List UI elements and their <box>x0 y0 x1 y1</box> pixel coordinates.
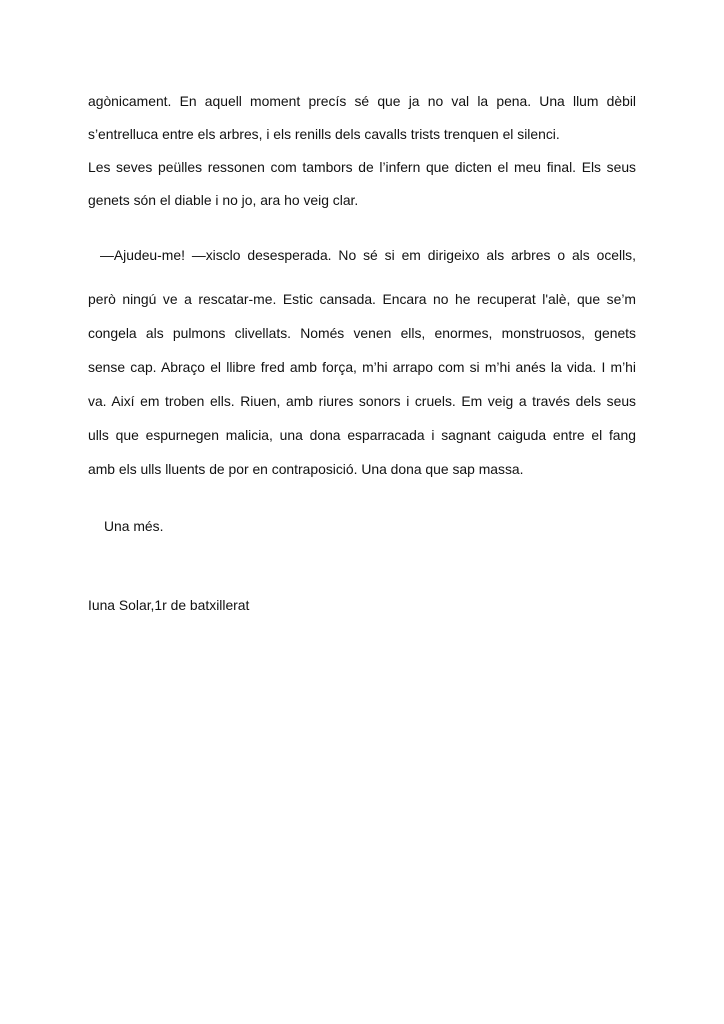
paragraph-1-line-1: agònicament. En aquell moment precís sé que ja no val la pena. Una llum dèbil <box>88 93 636 109</box>
paragraph-3-line-4: sense cap. Abraço el llibre fred amb força, m’hi arrapo com si m’hi anés la vida. I m’hi <box>88 359 636 375</box>
paragraph-3-line-7: amb els ulls lluents de por en contraposició. Una dona que sap massa. <box>88 461 524 477</box>
paragraph-2-line-2: genets són el diable i no jo, ara ho veig clar. <box>88 192 359 208</box>
author-signature: Iuna Solar,1r de batxillerat <box>88 597 250 613</box>
paragraph-2-line-1: Les seves peülles ressonen com tambors de l’infern que dicten el meu final. Els seus <box>88 159 636 175</box>
paragraph-4-line-1: Una més. <box>104 518 164 534</box>
paragraph-3-line-5: va. Així em troben ells. Riuen, amb riures sonors i cruels. Em veig a través dels seus <box>88 393 636 409</box>
paragraph-3-line-3: congela als pulmons clivellats. Només venen ells, enormes, monstruosos, genets <box>88 325 636 341</box>
paragraph-3-line-1: —Ajudeu-me! —xisclo desesperada. No sé si em dirigeixo als arbres o als ocells, <box>100 247 636 263</box>
paragraph-3-line-6: ulls que espurnegen malicia, una dona esparracada i sagnant caiguda entre el fang <box>88 427 636 443</box>
paragraph-3-line-2: però ningú ve a rescatar-me. Estic cansada. Encara no he recuperat l'alè, que se’m <box>88 291 636 307</box>
paragraph-1-line-2: s’entrelluca entre els arbres, i els renills dels cavalls trists trenquen el silenci. <box>88 126 560 142</box>
